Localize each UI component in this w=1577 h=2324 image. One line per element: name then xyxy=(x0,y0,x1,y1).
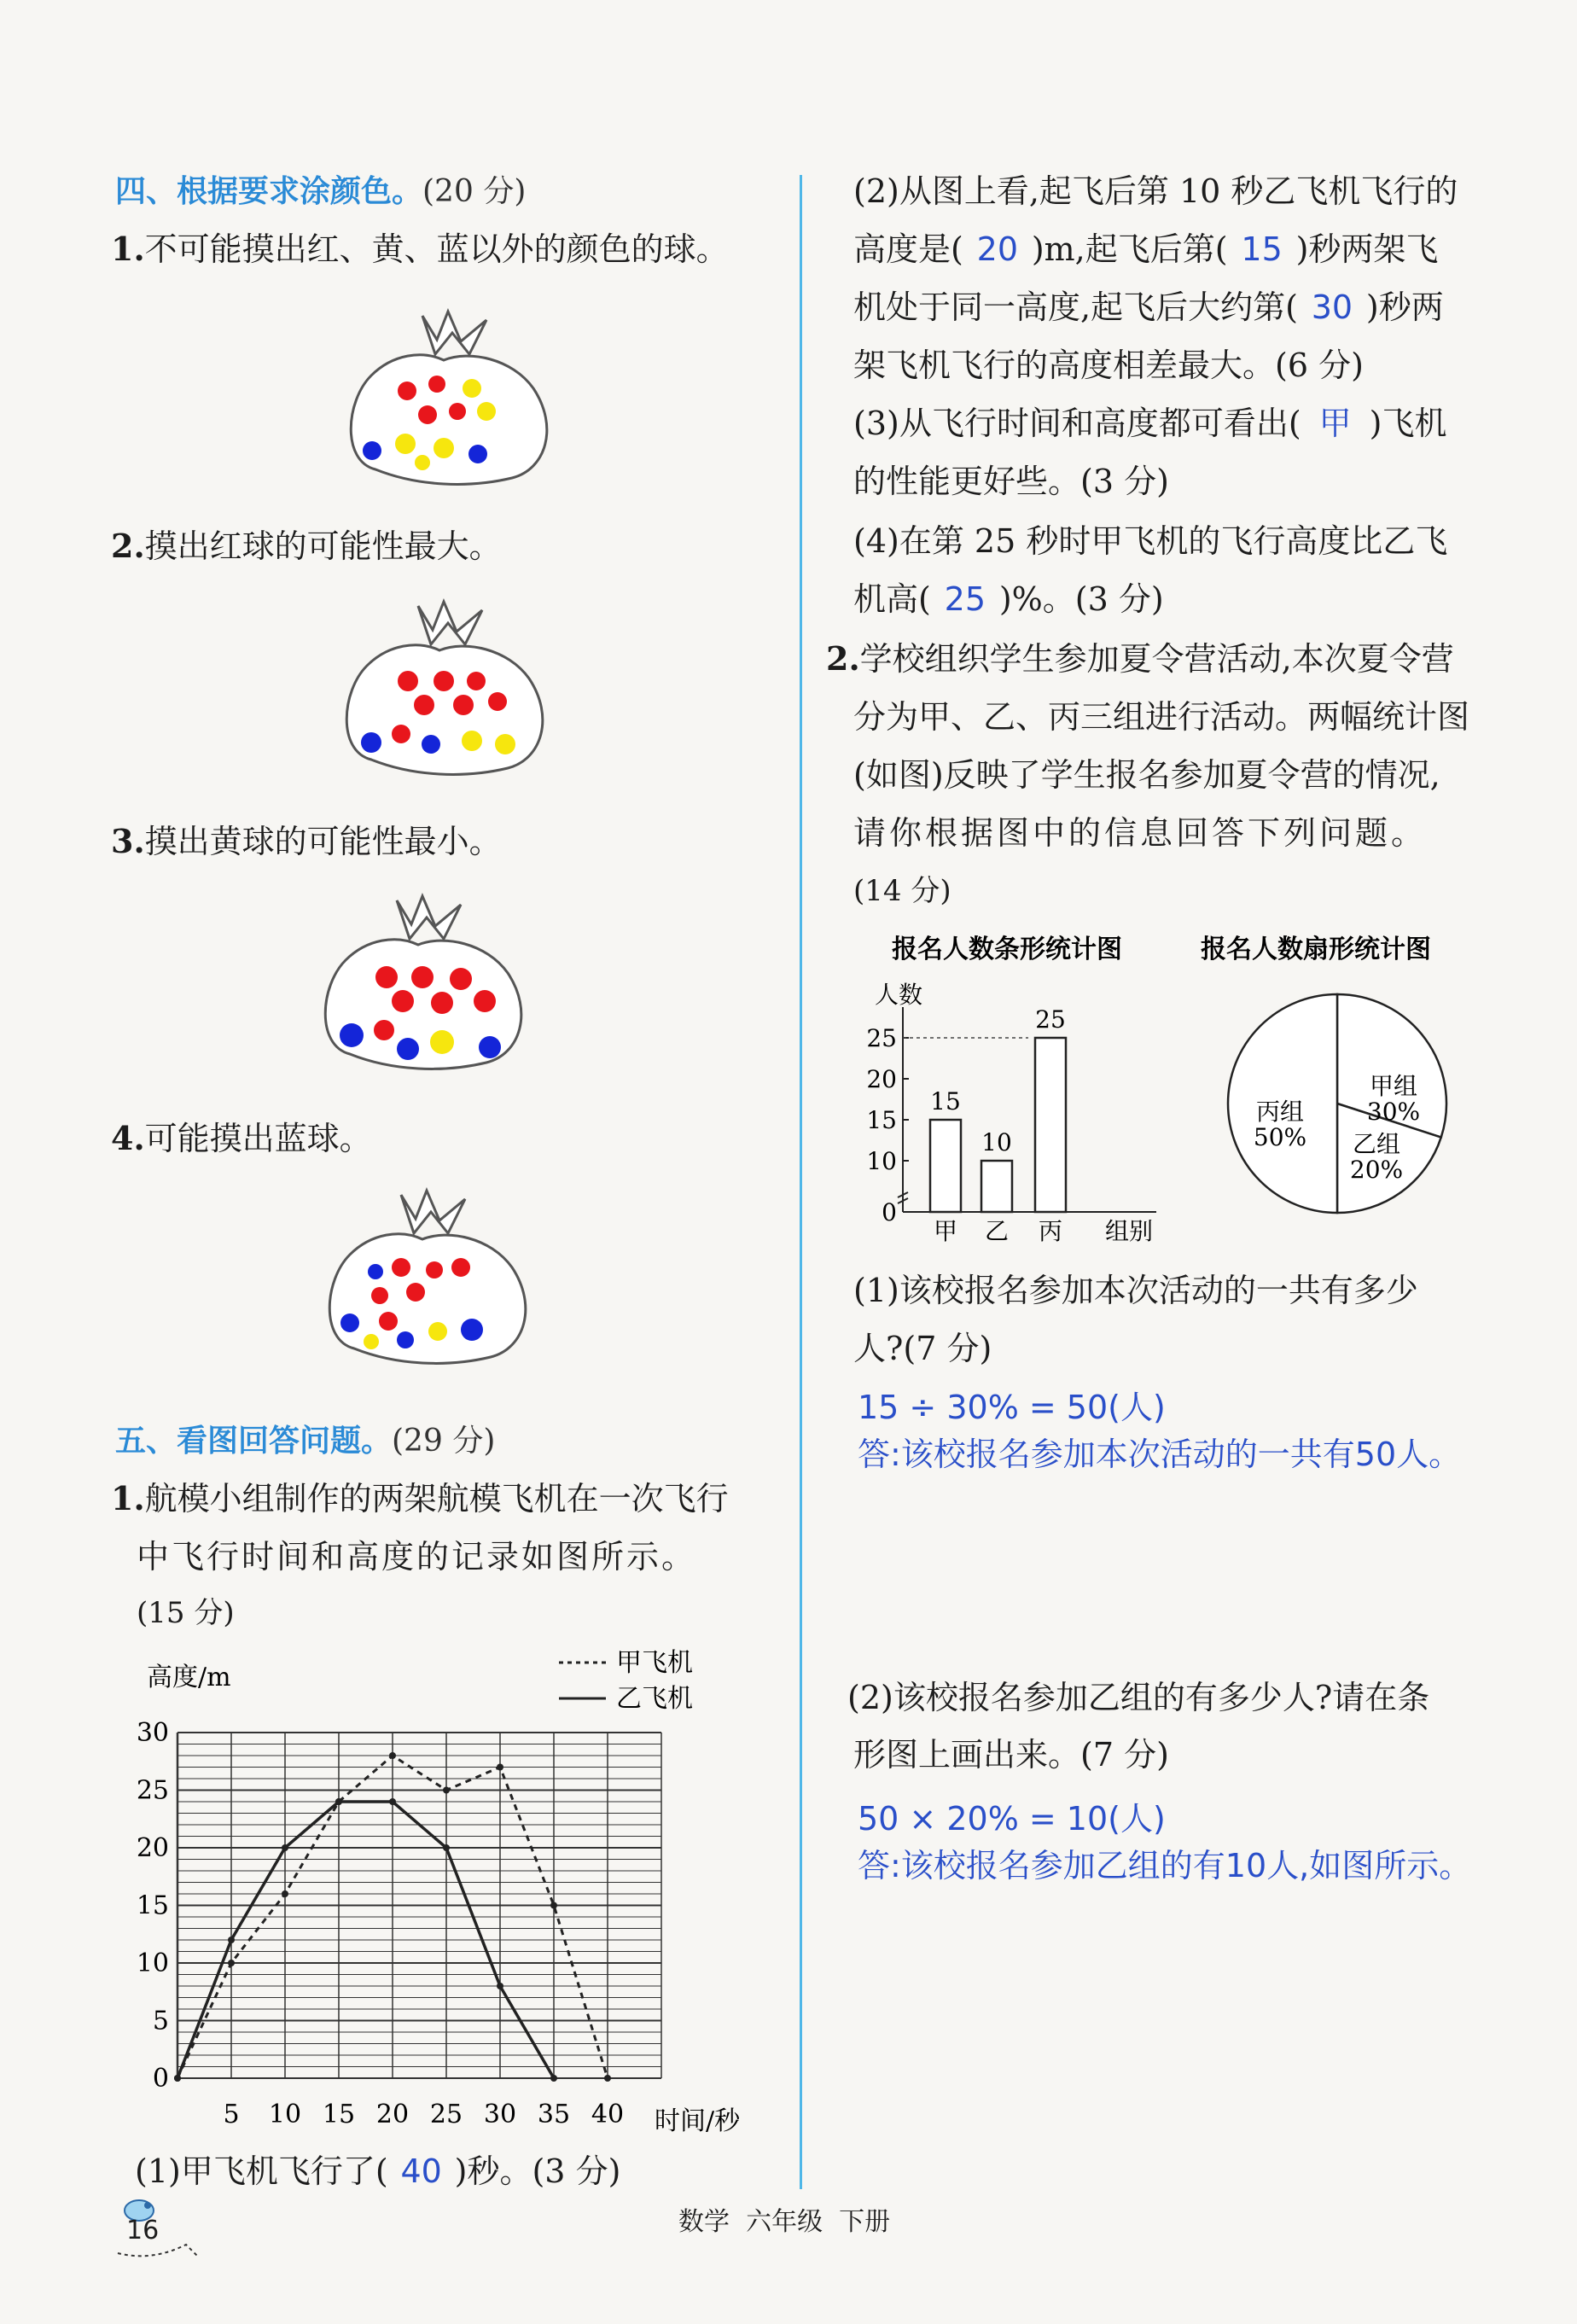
line-chart-ytick: 25 xyxy=(136,1775,169,1806)
bar-chart-ylabel: 人数 xyxy=(875,981,923,1009)
q4-item-1-text: 不可能摸出红、黄、蓝以外的颜色的球。 xyxy=(144,230,729,268)
bar-chart-ytick: 15 xyxy=(866,1106,897,1134)
series-yi-point xyxy=(228,1937,235,1943)
series-yi-point xyxy=(282,1844,288,1851)
bar-3 xyxy=(1035,1038,1066,1212)
line-chart-xtick: 20 xyxy=(375,2100,410,2129)
q5-2-line5: (14 分) xyxy=(853,874,951,908)
sub2-line3 xyxy=(853,278,1444,336)
sub3-answer: 甲 xyxy=(1318,405,1352,442)
bar-2 xyxy=(981,1161,1012,1212)
series-yi-point xyxy=(335,1798,342,1805)
bar-1 xyxy=(930,1120,961,1212)
q4-item-3-num: 3. xyxy=(111,822,145,860)
line-chart-xlabel: 时间/秒 xyxy=(655,2106,741,2136)
ball-bag-1 xyxy=(341,307,563,495)
q4-item-4 xyxy=(111,1110,372,1168)
sub4-answer: 25 xyxy=(944,580,986,618)
q4-item-1-num: 1. xyxy=(111,230,145,268)
q4-item-4-text: 可能摸出蓝球。 xyxy=(144,1120,372,1157)
section4-points: (20 分) xyxy=(422,174,527,209)
bar-chart-ytick: 25 xyxy=(866,1024,897,1052)
bar-chart-ytick: 20 xyxy=(866,1065,897,1093)
footer-volume: 下册 xyxy=(839,2207,891,2237)
series-jia-point xyxy=(228,1960,235,1966)
q5-2-num: 2. xyxy=(826,639,860,678)
series-yi-point xyxy=(443,1844,450,1851)
bar-data-label: 10 xyxy=(981,1128,1012,1156)
footer-book-info xyxy=(678,2200,890,2238)
line-chart-xtick: 35 xyxy=(537,2100,571,2129)
sub3-l1b: )飞机 xyxy=(1369,405,1447,442)
pie-slice-label: 乙组 xyxy=(1352,1130,1401,1158)
sub2-answer-1: 20 xyxy=(976,230,1018,268)
q5-2-line1 xyxy=(826,630,1454,688)
flight-line-chart xyxy=(128,1634,777,2146)
series-yi-point xyxy=(389,1798,396,1805)
sub2-answer-3: 30 xyxy=(1311,288,1353,326)
bar-data-label: 25 xyxy=(1035,1005,1066,1034)
line-chart-xtick: 15 xyxy=(322,2100,356,2129)
sub2-l2a: 高度是( xyxy=(853,230,963,268)
series-jia-point xyxy=(443,1787,450,1794)
sub2-line2 xyxy=(853,220,1438,278)
sub4-l2a: 机高( xyxy=(853,580,931,618)
line-chart-ytick: 20 xyxy=(136,1833,169,1863)
line-chart-xtick: 30 xyxy=(483,2100,517,2129)
section5-points: (29 分) xyxy=(392,1424,496,1459)
line-chart-xtick: 10 xyxy=(268,2100,302,2129)
sub1-answer: 40 xyxy=(400,2152,442,2190)
bar-chart-xlabel: 组别 xyxy=(1105,1217,1154,1245)
ball-bag-2 xyxy=(337,597,559,785)
sub2-1-answer: 答:该校报名参加本次活动的一共有50人。 xyxy=(858,1436,1462,1473)
bar-chart-title: 报名人数条形统计图 xyxy=(892,935,1122,964)
sub4-line2 xyxy=(853,570,1164,628)
q4-item-2 xyxy=(111,517,502,575)
bar-category-label: 乙 xyxy=(984,1217,1010,1245)
bar-category-label: 丙 xyxy=(1038,1217,1063,1245)
sub2-answer-2: 15 xyxy=(1241,230,1283,268)
line-chart-xtick: 5 xyxy=(223,2100,240,2129)
q5-2-line4: 请你根据图中的信息回答下列问题。 xyxy=(853,814,1428,852)
sub4-line1: (4)在第 25 秒时甲飞机的飞行高度比乙飞 xyxy=(853,522,1448,560)
section4-title: 四、根据要求涂颜色。 xyxy=(115,173,423,209)
page-number: 16 xyxy=(126,2216,160,2245)
q5-2-line3: (如图)反映了学生报名参加夏令营的情况, xyxy=(853,756,1440,794)
sub3-l1a: (3)从飞行时间和高度都可看出( xyxy=(853,405,1301,442)
q5-1-text1: 航模小组制作的两架航模飞机在一次飞行 xyxy=(144,1480,729,1517)
series-yi-point xyxy=(497,1983,503,1989)
series-jia-point xyxy=(389,1752,396,1759)
q4-item-4-num: 4. xyxy=(111,1119,145,1157)
sub2-1-line2: 人?(7 分) xyxy=(853,1330,992,1367)
enrollment-pie-chart xyxy=(1190,922,1498,1229)
line-chart-ytick: 30 xyxy=(136,1718,169,1748)
sub1-question xyxy=(135,2142,620,2200)
q5-1-line3: (15 分) xyxy=(137,1596,235,1630)
pie-slice-value: 50% xyxy=(1253,1123,1307,1151)
line-chart-ylabel: 高度/m xyxy=(147,1663,231,1692)
series-yi-point xyxy=(550,2075,557,2082)
sub2-1-line1: (1)该校报名参加本次活动的一共有多少 xyxy=(853,1272,1418,1309)
sub2-line4: 架飞机飞行的高度相差最大。(6 分) xyxy=(853,347,1364,384)
q5-1-line2: 中飞行时间和高度的记录如图所示。 xyxy=(137,1538,697,1576)
pie-slice-label: 丙组 xyxy=(1255,1098,1305,1126)
q4-item-3 xyxy=(111,813,502,871)
bar-chart-ytick: 0 xyxy=(882,1198,897,1226)
sub1-pre: (1)甲飞机飞行了( xyxy=(135,2152,388,2190)
footer-grade: 六年级 xyxy=(746,2207,823,2237)
sub3-line1 xyxy=(853,394,1446,452)
sub2-1-calculation: 15 ÷ 30% = 50(人) xyxy=(858,1389,1166,1426)
series-jia-point xyxy=(497,1764,503,1771)
q5-1-line1 xyxy=(111,1470,729,1528)
sub2-l3b: )秒两 xyxy=(1365,288,1444,326)
line-chart-ytick: 15 xyxy=(136,1890,169,1921)
sub4-l2b: )%。(3 分) xyxy=(998,580,1164,618)
ball-bag-4 xyxy=(320,1186,542,1374)
bar-category-label: 甲 xyxy=(933,1217,958,1245)
sub3-line2: 的性能更好些。(3 分) xyxy=(853,463,1169,500)
section5-title: 五、看图回答问题。 xyxy=(115,1423,393,1459)
bar-data-label: 15 xyxy=(930,1087,961,1115)
line-chart-ytick: 0 xyxy=(152,2064,169,2094)
bar-chart-ytick: 10 xyxy=(866,1147,897,1175)
series-jia-point xyxy=(604,2075,611,2082)
line-chart-ytick: 10 xyxy=(136,1948,169,1978)
q5-2-text1: 学校组织学生参加夏令营活动,本次夏令营 xyxy=(859,640,1454,678)
pie-slice-value: 20% xyxy=(1349,1156,1404,1184)
q5-2-line2: 分为甲、乙、丙三组进行活动。两幅统计图 xyxy=(853,698,1470,736)
line-chart-xtick: 25 xyxy=(429,2100,463,2129)
sub2-2-answer: 答:该校报名参加乙组的有10人,如图所示。 xyxy=(858,1847,1472,1884)
sub2-2-line2: 形图上画出来。(7 分) xyxy=(853,1736,1169,1774)
sub2-l2b: )m,起飞后第( xyxy=(1031,230,1228,268)
enrollment-bar-chart xyxy=(841,922,1182,1263)
sub2-line1: (2)从图上看,起飞后第 10 秒乙飞机飞行的 xyxy=(853,172,1458,210)
legend-jia: 甲飞机 xyxy=(616,1648,693,1678)
legend-yi: 乙飞机 xyxy=(616,1684,693,1714)
sub2-l2c: )秒两架飞 xyxy=(1295,230,1439,268)
q5-1-num: 1. xyxy=(111,1479,145,1517)
section5-heading xyxy=(115,1417,495,1460)
series-jia-point xyxy=(282,1890,288,1897)
pie-slice-value: 30% xyxy=(1366,1098,1421,1126)
sub2-2-calculation: 50 × 20% = 10(人) xyxy=(858,1800,1166,1838)
sub2-l3a: 机处于同一高度,起飞后大约第( xyxy=(853,288,1298,326)
line-chart-ytick: 5 xyxy=(152,2006,169,2036)
q4-item-2-text: 摸出红球的可能性最大。 xyxy=(144,527,502,565)
q4-item-1 xyxy=(111,220,729,278)
sub2-2-line1: (2)该校报名参加乙组的有多少人?请在条 xyxy=(847,1679,1430,1716)
q4-item-3-text: 摸出黄球的可能性最小。 xyxy=(144,823,502,860)
column-divider xyxy=(800,175,802,2189)
line-chart-xtick: 40 xyxy=(591,2100,625,2129)
sub1-post: )秒。(3 分) xyxy=(454,2152,621,2190)
series-jia-point xyxy=(550,1902,557,1909)
footer-subject: 数学 xyxy=(678,2207,730,2237)
section4-heading xyxy=(115,167,526,211)
ball-bag-3 xyxy=(316,892,538,1080)
series-yi-point xyxy=(174,2075,181,2082)
pie-chart-title: 报名人数扇形统计图 xyxy=(1201,935,1431,964)
q4-item-2-num: 2. xyxy=(111,527,145,565)
pie-slice-label: 甲组 xyxy=(1369,1072,1418,1100)
